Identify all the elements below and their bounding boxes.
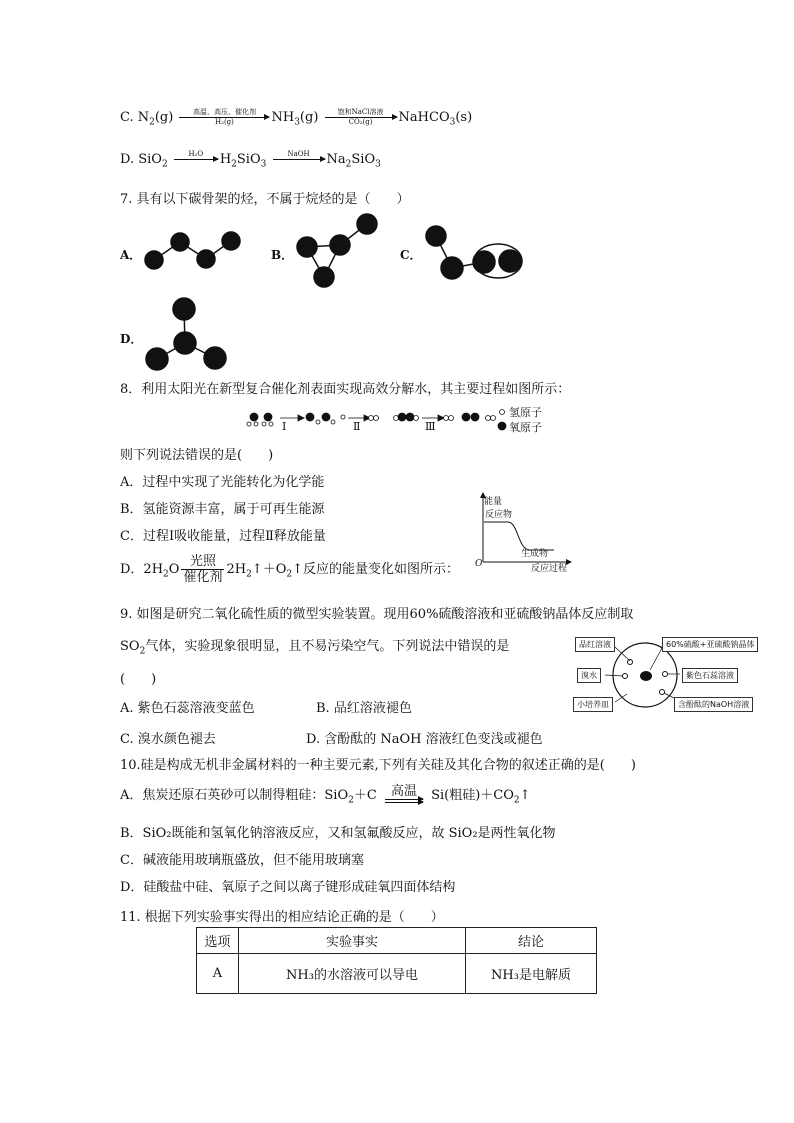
origin-label: O — [475, 559, 483, 569]
question-9-line2: $SO_2$气体，实验现象很明显，且不易污染空气。下列说法中错误的是 — [120, 639, 510, 657]
experiment-table — [196, 927, 597, 994]
question-9-line1: 9. 如图是研究二氧化硫性质的微型实验装置。现用60%硫酸溶液和亚硫酸钠晶体反应制取 — [120, 607, 634, 622]
label-litmus: 紫色石蕊溶液 — [682, 668, 738, 683]
q9-option-c: C. 溴水颜色褪去 — [120, 732, 216, 747]
q8-option-d: D．$2H_2O$ $\frac{\text{光照}}{\text{催化剂}}$ $2H_2↑+O_2↑$反应的能量变化如图所示： — [120, 554, 459, 585]
q9-option-b: B. 品红溶液褪色 — [316, 701, 412, 716]
energy-axis-label: 能量 — [484, 497, 503, 507]
reactant-label: 反应物 — [485, 510, 513, 520]
step-ii-label: Ⅱ — [353, 420, 361, 433]
reaction-arrow: H₂O — [174, 150, 218, 169]
row-fact: NH₃的水溶液可以导电 — [239, 954, 466, 994]
q10-option-a: A．焦炭还原石英砂可以制得粗硅：SiO$_2$＋C 高温 Si(粗硅)$+CO_2↑$ — [120, 784, 531, 806]
q9-option-a: A. 紫色石蕊溶液变蓝色 — [120, 701, 255, 716]
legend-oxygen: 氧原子 — [509, 421, 542, 434]
legend-hydrogen: 氢原子 — [509, 406, 542, 419]
header-option: 选项 — [197, 928, 239, 954]
q7-option-b: B． — [271, 248, 294, 262]
product-label: 生成物 — [521, 549, 549, 559]
skeleton-a — [145, 232, 240, 269]
skeleton-b — [297, 214, 377, 287]
question-8: 8．利用太阳光在新型复合催化剂表面实现高效分解水，其主要过程如图所示： — [120, 382, 571, 397]
row-conclusion: NH₃是电解质 — [466, 954, 597, 994]
option-c-equation: C. $N_2(g)$ 高温、高压、催化剂 H₂(g) $NH_3(g)$ 饱和NaCl溶液 CO₂(g) NaHCO$_3$(s) — [120, 108, 473, 128]
header-fact: 实验事实 — [239, 928, 466, 954]
reaction-arrow: 高温、高压、催化剂 H₂(g) — [179, 108, 269, 127]
reaction-arrow: NaOH — [273, 150, 325, 169]
label-petri-dish: 小培养皿 — [573, 697, 613, 712]
q10-option-d: D．硅酸盐中硅、氧原子之间以离子键形成硅氧四面体结构 — [120, 880, 456, 895]
row-option: A — [197, 954, 239, 994]
skeleton-c — [426, 226, 522, 279]
question-10: 10.硅是构成无机非金属材料的一种主要元素,下列有关硅及其化合物的叙述正确的是( ) — [120, 758, 636, 773]
step-iii-label: Ⅲ — [425, 420, 436, 433]
header-conclusion: 结论 — [466, 928, 597, 954]
q8-option-c: C．过程Ⅰ吸收能量，过程Ⅱ释放能量 — [120, 529, 326, 544]
question-11: 11. 根据下列实验事实得出的相应结论正确的是（ ） — [120, 910, 444, 925]
table-header-row — [197, 928, 597, 954]
q8-option-b: B．氢能资源丰富，属于可再生能源 — [120, 502, 325, 517]
option-d-equation: D. SiO$_2$ H₂O $H_2SiO_3$ NaOH $Na_2SiO_3$ — [120, 150, 381, 170]
q7-option-c: C． — [400, 248, 422, 262]
reaction-arrow: 饱和NaCl溶液 CO₂(g) — [325, 108, 397, 127]
q9-option-d: D. 含酚酞的 NaOH 溶液红色变浅或褪色 — [306, 732, 543, 747]
q8-ask: 则下列说法错误的是( ) — [120, 448, 274, 463]
q10-option-b: B．SiO₂既能和氢氧化钠溶液反应，又和氢氟酸反应，故 SiO₂是两性氧化物 — [120, 826, 556, 841]
label-bromine-water: 溴水 — [577, 668, 601, 683]
label-pinhong: 品红溶液 — [575, 637, 615, 652]
q7-option-d: D． — [120, 332, 143, 346]
q7-option-a: A． — [120, 248, 142, 262]
question-7: 7. 具有以下碳骨架的烃，不属于烷烃的是（ ） — [120, 192, 410, 207]
q8-option-a: A．过程中实现了光能转化为化学能 — [120, 475, 325, 490]
reaction-axis-label: 反应过程 — [531, 564, 568, 574]
q9-paren: ( ) — [120, 672, 157, 687]
skeleton-d — [146, 298, 226, 370]
q10-option-c: C．碱液能用玻璃瓶盛放，但不能用玻璃塞 — [120, 853, 364, 868]
label-naoh: 含酚酞的NaOH溶液 — [674, 697, 753, 712]
table-row — [197, 954, 597, 994]
carbon-skeletons — [0, 0, 794, 380]
label-sulfuric-acid: 60%硫酸+亚硫酸钠晶体 — [662, 637, 758, 652]
step-i-label: Ⅰ — [282, 420, 287, 433]
